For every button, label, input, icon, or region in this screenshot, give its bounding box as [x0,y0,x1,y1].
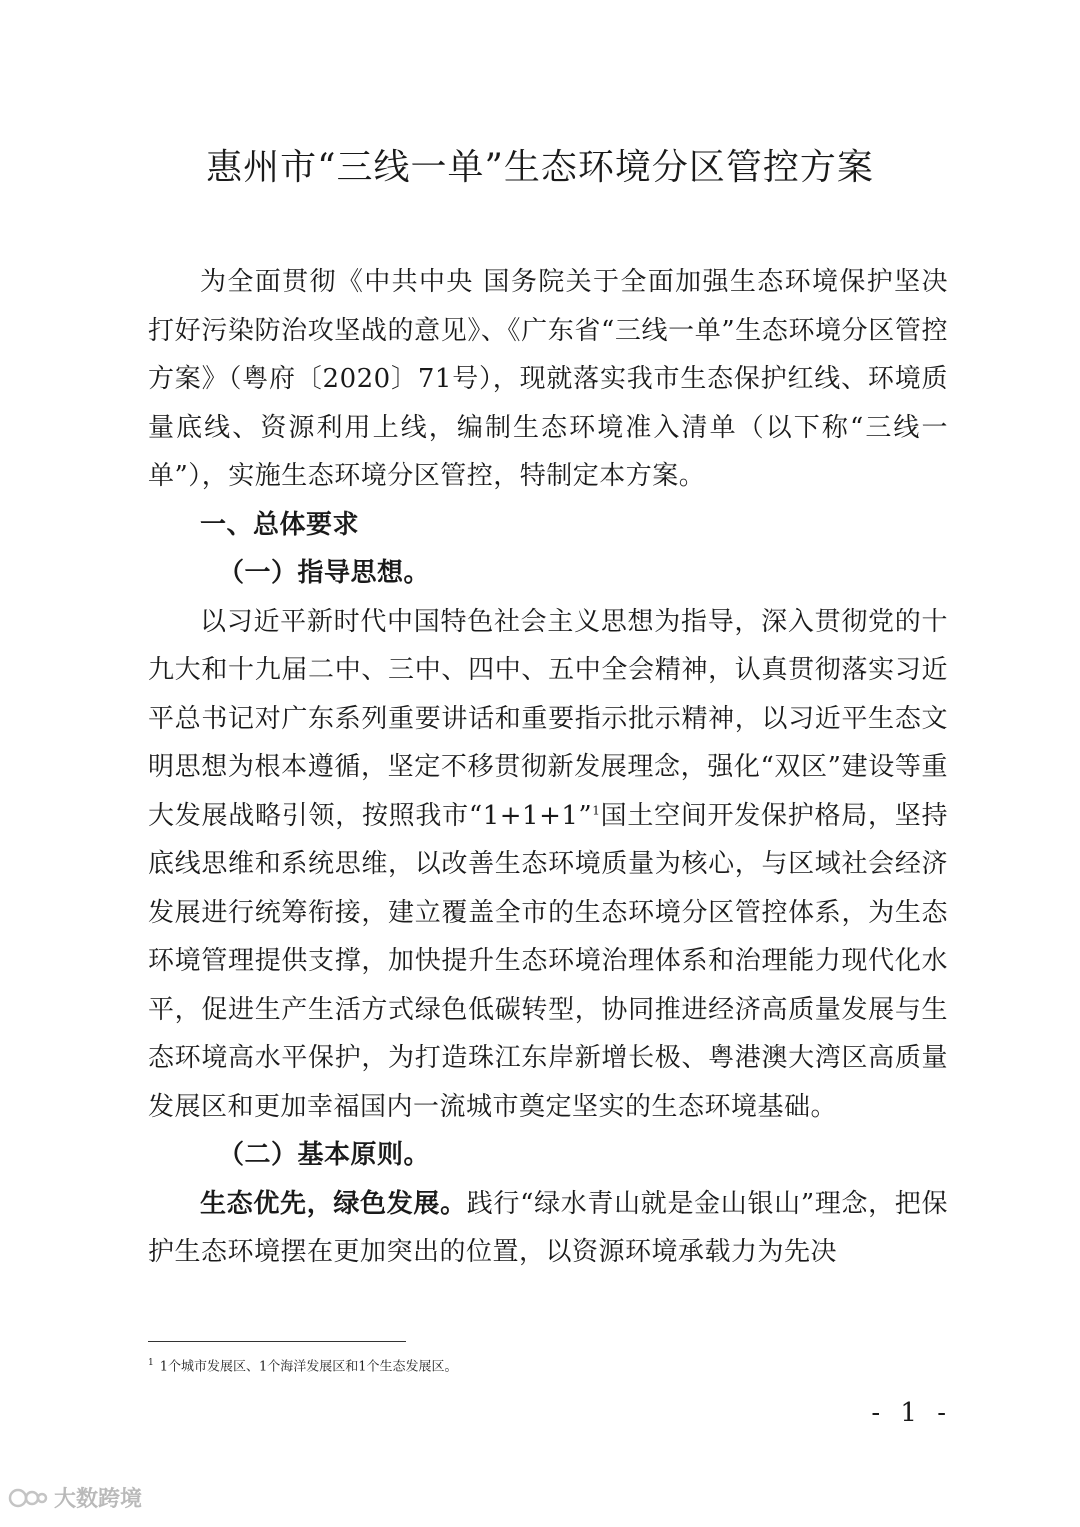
footnote-text: 1个城市发展区、1个海洋发展区和1个生态发展区。 [159,1359,458,1375]
footnote-divider [148,1341,406,1342]
document-title: 惠州市“三线一单”生态环境分区管控方案 [206,147,874,188]
guiding-text-part2: 国土空间开发保护格局，坚持底线思维和系统思维，以改善生态环境质量为核心，与区域社会经济发展进行统筹衔接，建立覆盖全市的生态环境分区管控体系，为生态环境管理提供支撑，加快提升生态环境治理体系和治理能力现代化水平，促进生产生活方式绿色低碳转型，协同推进经济高质量发展与生态环境高水平保护，为打造珠江东岸新增长极、粤港澳大湾区高质量发展区和更加幸福国内一流城市奠定坚实的生态环境基础。 [148,800,948,1122]
principle-paragraph [148,1180,948,1277]
watermark-text: 大数跨境 [54,1487,143,1512]
footnote [148,1354,458,1376]
document-body [148,258,948,1277]
principle-text: 践行“绿水青山就是金山银山”理念，把保护生态环境摆在更加突出的位置，以资源环境承载力为先决 [148,1188,948,1267]
footnote-marker: 1 [148,1358,154,1368]
page-number: - 1 - [871,1398,952,1428]
guiding-text-part1: 以习近平新时代中国特色社会主义思想为指导，深入贯彻党的十九大和十九届二中、三中、四中、五中全会精神，认真贯彻落实习近平总书记对广东系列重要讲话和重要指示批示精神，以习近平生态文明思想为根本遵循，坚定不移贯彻新发展理念，强化“双区”建设等重大发展战略引领，按照我市“1+1+1” [148,606,948,831]
subheading-basic-principles: （二）基本原则。 [218,1140,431,1170]
watermark [8,1482,142,1513]
section-heading-general-requirements: 一、总体要求 [200,509,360,540]
intro-paragraph: 为全面贯彻《中共中央 国务院关于全面加强生态环境保护坚决打好污染防治攻坚战的意见》、《广东省“三线一单”生态环境分区管控方案》（粤府〔2020〕71号），现就落实我市生态保护红线、环境质量底线、资源利用上线，编制生态环境准入清单（以下称“三线一单”），实施生态环境分区管控，特制定本方案。 [148,267,948,491]
principle-lead: 生态优先，绿色发展。 [200,1188,467,1219]
watermark-logo-icon [8,1486,48,1510]
footnote-reference[interactable]: 1 [592,802,601,817]
subheading-guiding-ideology: （一）指导思想。 [218,558,431,588]
guiding-ideology-paragraph [148,598,948,1132]
